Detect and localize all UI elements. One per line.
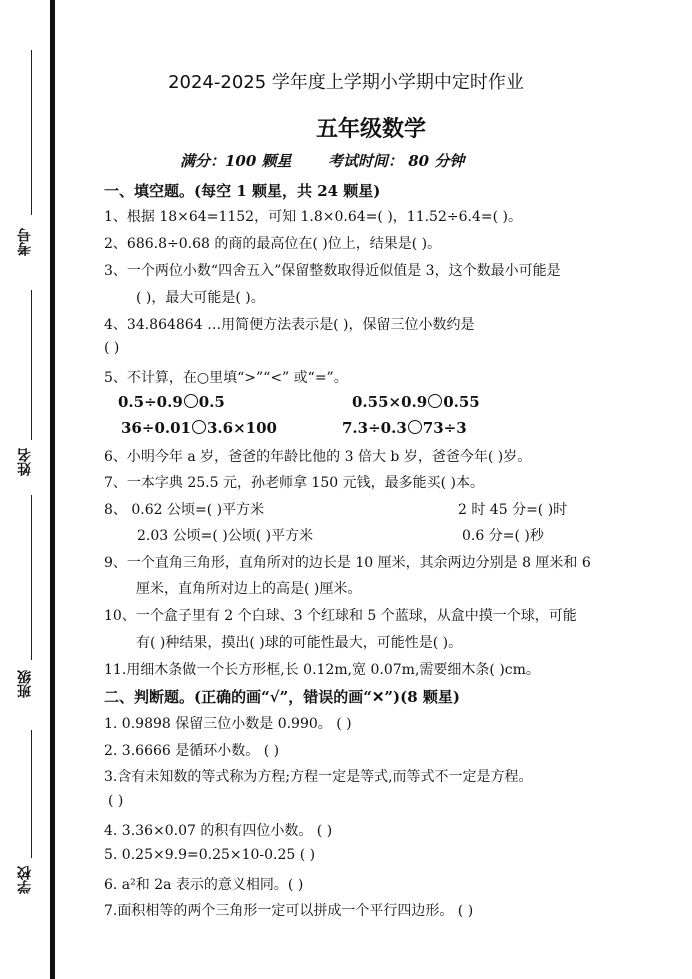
question-11: 11.用细木条做一个长方形框,长 0.12m,宽 0.07m,需要细木条( )cm。 [104, 662, 540, 678]
school-label: 学校 [17, 866, 33, 894]
compare-right: 73÷3 [422, 419, 467, 437]
compare-item [352, 393, 480, 411]
student-name-field-line [31, 290, 32, 440]
question-5: 5、不计算，在○里填“>”“<” 或“=”。 [104, 370, 348, 386]
question-8-part4: 0.6 分=( )秒 [462, 528, 544, 544]
compare-left: 36÷0.01 [121, 419, 191, 437]
judge-6: 6. a²和 2a 表示的意义相同。( ) [104, 877, 304, 893]
compare-circle[interactable] [184, 394, 198, 408]
compare-circle[interactable] [192, 420, 206, 434]
exam-title: 2024-2025 学年度上学期小学期中定时作业 [168, 72, 524, 93]
question-3-line1: 3、一个两位小数“四舍五入”保留整数取得近似值是 3，这个数最小可能是 [104, 263, 561, 279]
exam-number-label: 考号 [17, 228, 33, 256]
question-4-line2: ( ) [104, 340, 120, 356]
compare-right: 0.5 [198, 393, 225, 411]
question-10-line1: 10、一个盒子里有 2 个白球、3 个红球和 5 个蓝球，从盒中摸一个球，可能 [104, 608, 577, 624]
compare-left: 0.5÷0.9 [118, 393, 183, 411]
question-8-part2: 2 时 45 分=( )时 [458, 502, 568, 518]
judge-1: 1. 0.9898 保留三位小数是 0.990。 ( ) [104, 716, 352, 732]
judge-5: 5. 0.25×9.9=0.25×10-0.25 ( ) [104, 847, 316, 863]
class-field-line [31, 495, 32, 660]
question-1: 1、根据 18×64=1152，可知 1.8×0.64=( )，11.52÷6.4=( )。 [104, 209, 522, 225]
section2-title: 二、判断题。(正确的画“√”，错误的画“✕”)(8 颗星) [104, 688, 460, 706]
school-field-line [31, 730, 32, 858]
question-8-part1: 8、 0.62 公顷=( )平方米 [104, 502, 265, 518]
judge-4: 4. 3.36×0.07 的积有四位小数。 ( ) [104, 823, 333, 839]
class-label: 班级 [17, 670, 33, 698]
question-2: 2、686.8÷0.68 的商的最高位在( )位上，结果是( )。 [104, 236, 442, 252]
compare-item [342, 419, 467, 437]
judge-3-line2: ( ) [108, 793, 124, 809]
question-9-line1: 9、一个直角三角形，直角所对的边长是 10 厘米，其余两边分别是 8 厘米和 6 [104, 555, 591, 571]
question-7: 7、一本字典 25.5 元，孙老师拿 150 元钱，最多能买( )本。 [104, 475, 484, 491]
question-3-line2: ( )，最大可能是( )。 [136, 290, 265, 306]
compare-item [118, 393, 225, 411]
question-9-line2: 厘米，直角所对边上的高是( )厘米。 [136, 581, 362, 597]
compare-circle[interactable] [408, 420, 422, 434]
compare-circle[interactable] [428, 394, 442, 408]
question-4-line1: 4、34.864864 …用简便方法表示是( )，保留三位小数约是 [104, 317, 475, 333]
judge-7: 7.面积相等的两个三角形一定可以拼成一个平行四边形。 ( ) [104, 903, 474, 919]
compare-right: 3.6×100 [206, 419, 277, 437]
judge-3-line1: 3.含有未知数的等式称为方程;方程一定是等式,而等式不一定是方程。 [104, 769, 533, 785]
question-6: 6、小明今年 a 岁，爸爸的年龄比他的 3 倍大 b 岁，爸爸今年( )岁。 [104, 449, 532, 465]
compare-left: 7.3÷0.3 [342, 419, 407, 437]
question-10-line2: 有( )种结果，摸出( )球的可能性最大，可能性是( )。 [136, 635, 463, 651]
exam-time: 考试时间： 80 分钟 [328, 152, 465, 170]
judge-2: 2. 3.6666 是循环小数。 ( ) [104, 743, 280, 759]
compare-item [121, 419, 277, 437]
compare-left: 0.55×0.9 [352, 393, 428, 411]
binding-border-line [50, 0, 55, 979]
subject-title: 五年级数学 [315, 117, 426, 142]
full-score: 满分：100 颗星 [180, 152, 292, 170]
section1-title: 一、填空题。(每空 1 颗星，共 24 颗星) [104, 182, 381, 200]
question-8-part3: 2.03 公顷=( )公顷( )平方米 [137, 528, 314, 544]
student-name-label: 姓名 [17, 448, 33, 476]
exam-meta [180, 150, 464, 171]
compare-right: 0.55 [443, 393, 480, 411]
